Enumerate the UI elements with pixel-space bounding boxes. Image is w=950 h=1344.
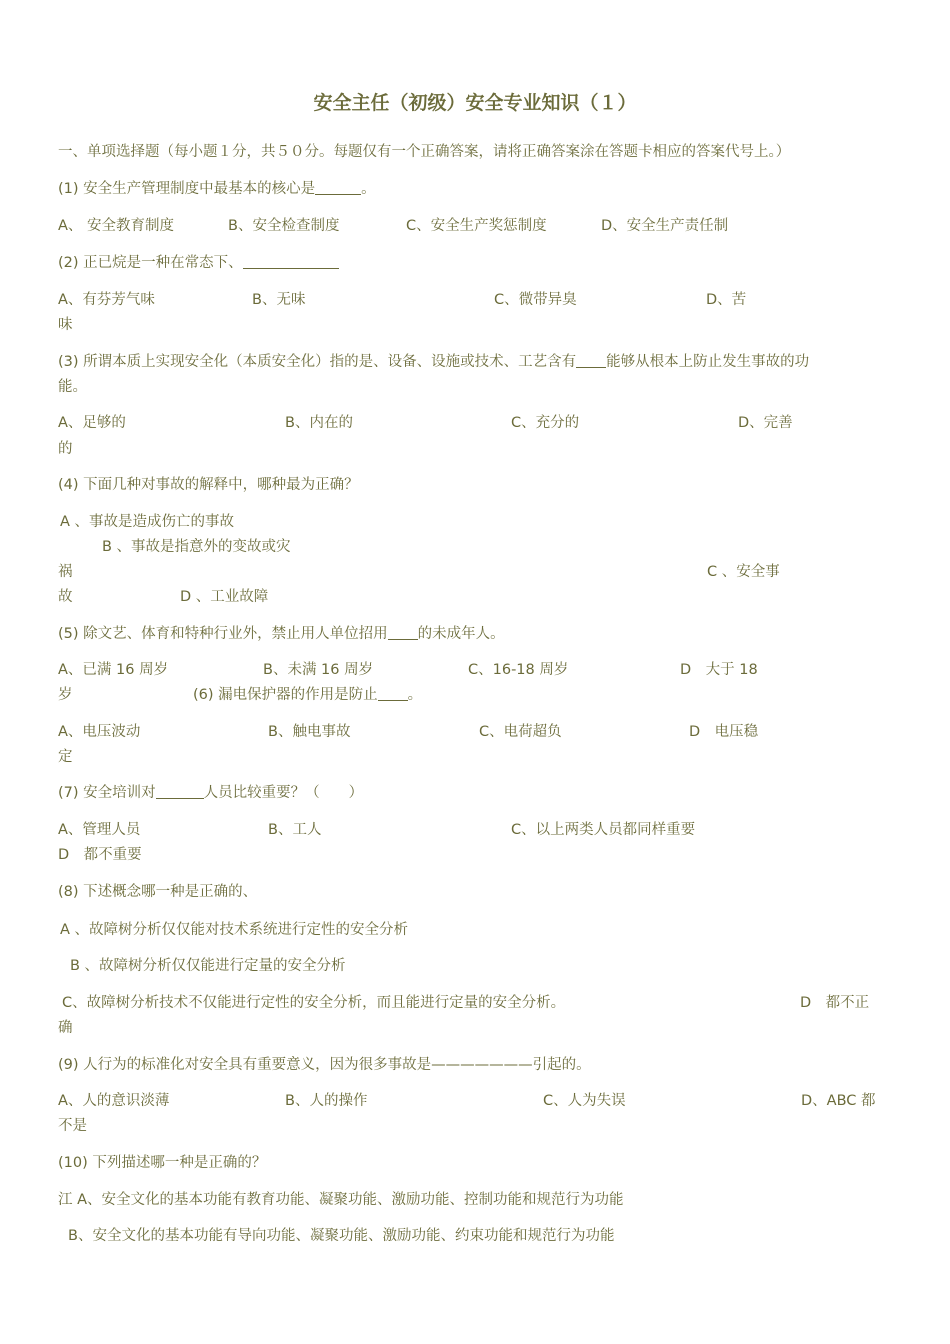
question-1-option-a: A、 安全教育制度 xyxy=(58,218,175,234)
question-5-option-c: C、16-18 周岁 xyxy=(468,662,569,678)
question-3-option-c: C、充分的 xyxy=(511,415,580,431)
question-4-option-a: A 、事故是造成伤亡的事故 xyxy=(60,514,235,530)
question-9-option-a: A、人的意识淡薄 xyxy=(58,1093,170,1109)
answer-blank xyxy=(378,686,408,701)
question-8-option-d-wrap: 确 xyxy=(58,1020,73,1036)
question-8-option-b: B 、故障树分析仅仅能进行定量的安全分析 xyxy=(70,958,346,974)
question-9-option-d-wrap: 不是 xyxy=(58,1118,87,1134)
question-3-option-a: A、足够的 xyxy=(58,415,126,431)
question-7-option-a: A、管理人员 xyxy=(58,822,141,838)
question-8-stem: (8) 下述概念哪一种是正确的、 xyxy=(58,884,258,900)
question-2-option-d-wrap: 味 xyxy=(58,317,73,333)
question-2-option-a: A、有芬芳气味 xyxy=(58,292,155,308)
question-1-stem: (1) 安全生产管理制度中最基本的核心是 。 xyxy=(58,181,376,197)
question-7-option-c: C、以上两类人员都同样重要 xyxy=(511,822,696,838)
question-7-option-b: B、工人 xyxy=(268,822,322,838)
question-3-option-d: D、完善 xyxy=(738,415,793,431)
question-9-option-c: C、人为失误 xyxy=(543,1093,626,1109)
question-2-option-c: C、微带异臭 xyxy=(494,292,577,308)
question-4-option-b-wrap: 祸 xyxy=(58,564,73,580)
question-6-option-c: C、电荷超负 xyxy=(479,724,562,740)
question-7-option-d: D 都不重要 xyxy=(58,847,142,863)
question-2-stem: (2) 正已烷是一种在常态下、 xyxy=(58,251,339,272)
question-4-option-c: C 、安全事 xyxy=(707,564,780,580)
question-5-option-d: D 大于 18 xyxy=(680,662,758,678)
question-7-stem: (7) 安全培训对 人员比较重要？（ ） xyxy=(58,785,364,801)
question-5-option-b: B、未满 16 周岁 xyxy=(263,662,374,678)
question-9-option-d: D、ABC 都 xyxy=(801,1093,876,1109)
question-2-option-d: D、苦 xyxy=(706,292,747,308)
answer-blank xyxy=(243,254,339,269)
question-3-option-b: B、内在的 xyxy=(285,415,353,431)
question-6-option-b: B、触电事故 xyxy=(268,724,351,740)
question-3-stem: (3) 所谓本质上实现安全化（本质安全化）指的是、设备、设施或技术、工艺含有 能够从根本上防止发生事故的功 xyxy=(58,354,810,370)
question-1-option-b: B、安全检查制度 xyxy=(228,218,340,234)
answer-blank xyxy=(315,180,361,195)
question-3-option-d-wrap: 的 xyxy=(58,441,73,457)
question-4-option-d: D 、工业故障 xyxy=(180,589,269,605)
question-8-option-c: C、故障树分析技术不仅能进行定性的安全分析，而且能进行定量的安全分析。 xyxy=(62,995,566,1011)
question-9-stem: (9) 人行为的标准化对安全具有重要意义，因为很多事故是———————引起的。 xyxy=(58,1057,591,1073)
answer-blank xyxy=(388,625,418,640)
question-4-option-c-wrap: 故 xyxy=(58,589,73,605)
question-6-option-a: A、电压波动 xyxy=(58,724,141,740)
question-2-option-b: B、无味 xyxy=(252,292,306,308)
question-8-option-a: A 、故障树分析仅仅能对技术系统进行定性的安全分析 xyxy=(60,922,409,938)
question-4-option-b: B 、事故是指意外的变故或灾 xyxy=(102,539,291,555)
question-5-stem: (5) 除文艺、体育和特种行业外，禁止用人单位招用 的未成年人。 xyxy=(58,626,505,642)
question-5-option-a: A、已满 16 周岁 xyxy=(58,662,169,678)
question-6-option-d: D 电压稳 xyxy=(689,724,759,740)
question-1-option-c: C、安全生产奖惩制度 xyxy=(406,218,547,234)
question-6-stem: (6) 漏电保护器的作用是防止 。 xyxy=(193,687,423,703)
question-10-stem: (10) 下列描述哪一种是正确的？ xyxy=(58,1155,267,1171)
section-instructions: 一、单项选择题（每小题１分，共５０分。每题仅有一个正确答案，请将正确答案涂在答题卡相应的答案代号上。） xyxy=(58,144,791,160)
question-9-option-b: B、人的操作 xyxy=(285,1093,368,1109)
question-5-option-d-wrap: 岁 xyxy=(58,687,73,703)
question-1-option-d: D、安全生产责任制 xyxy=(601,218,729,234)
answer-blank xyxy=(576,353,606,368)
question-10-option-b: B、安全文化的基本功能有导向功能、凝聚功能、激励功能、约束功能和规范行为功能 xyxy=(68,1228,615,1244)
question-10-option-a: 江 A、安全文化的基本功能有教育功能、凝聚功能、激励功能、控制功能和规范行为功能 xyxy=(58,1192,624,1208)
question-8-option-d: D 都不正 xyxy=(800,995,870,1011)
page-title: 安全主任（初级）安全专业知识（１） xyxy=(313,92,637,114)
answer-blank xyxy=(156,784,204,799)
question-3-stem-wrap: 能。 xyxy=(58,379,87,395)
question-4-stem: (4) 下面几种对事故的解释中，哪种最为正确？ xyxy=(58,477,359,493)
question-6-option-d-wrap: 定 xyxy=(58,749,73,765)
